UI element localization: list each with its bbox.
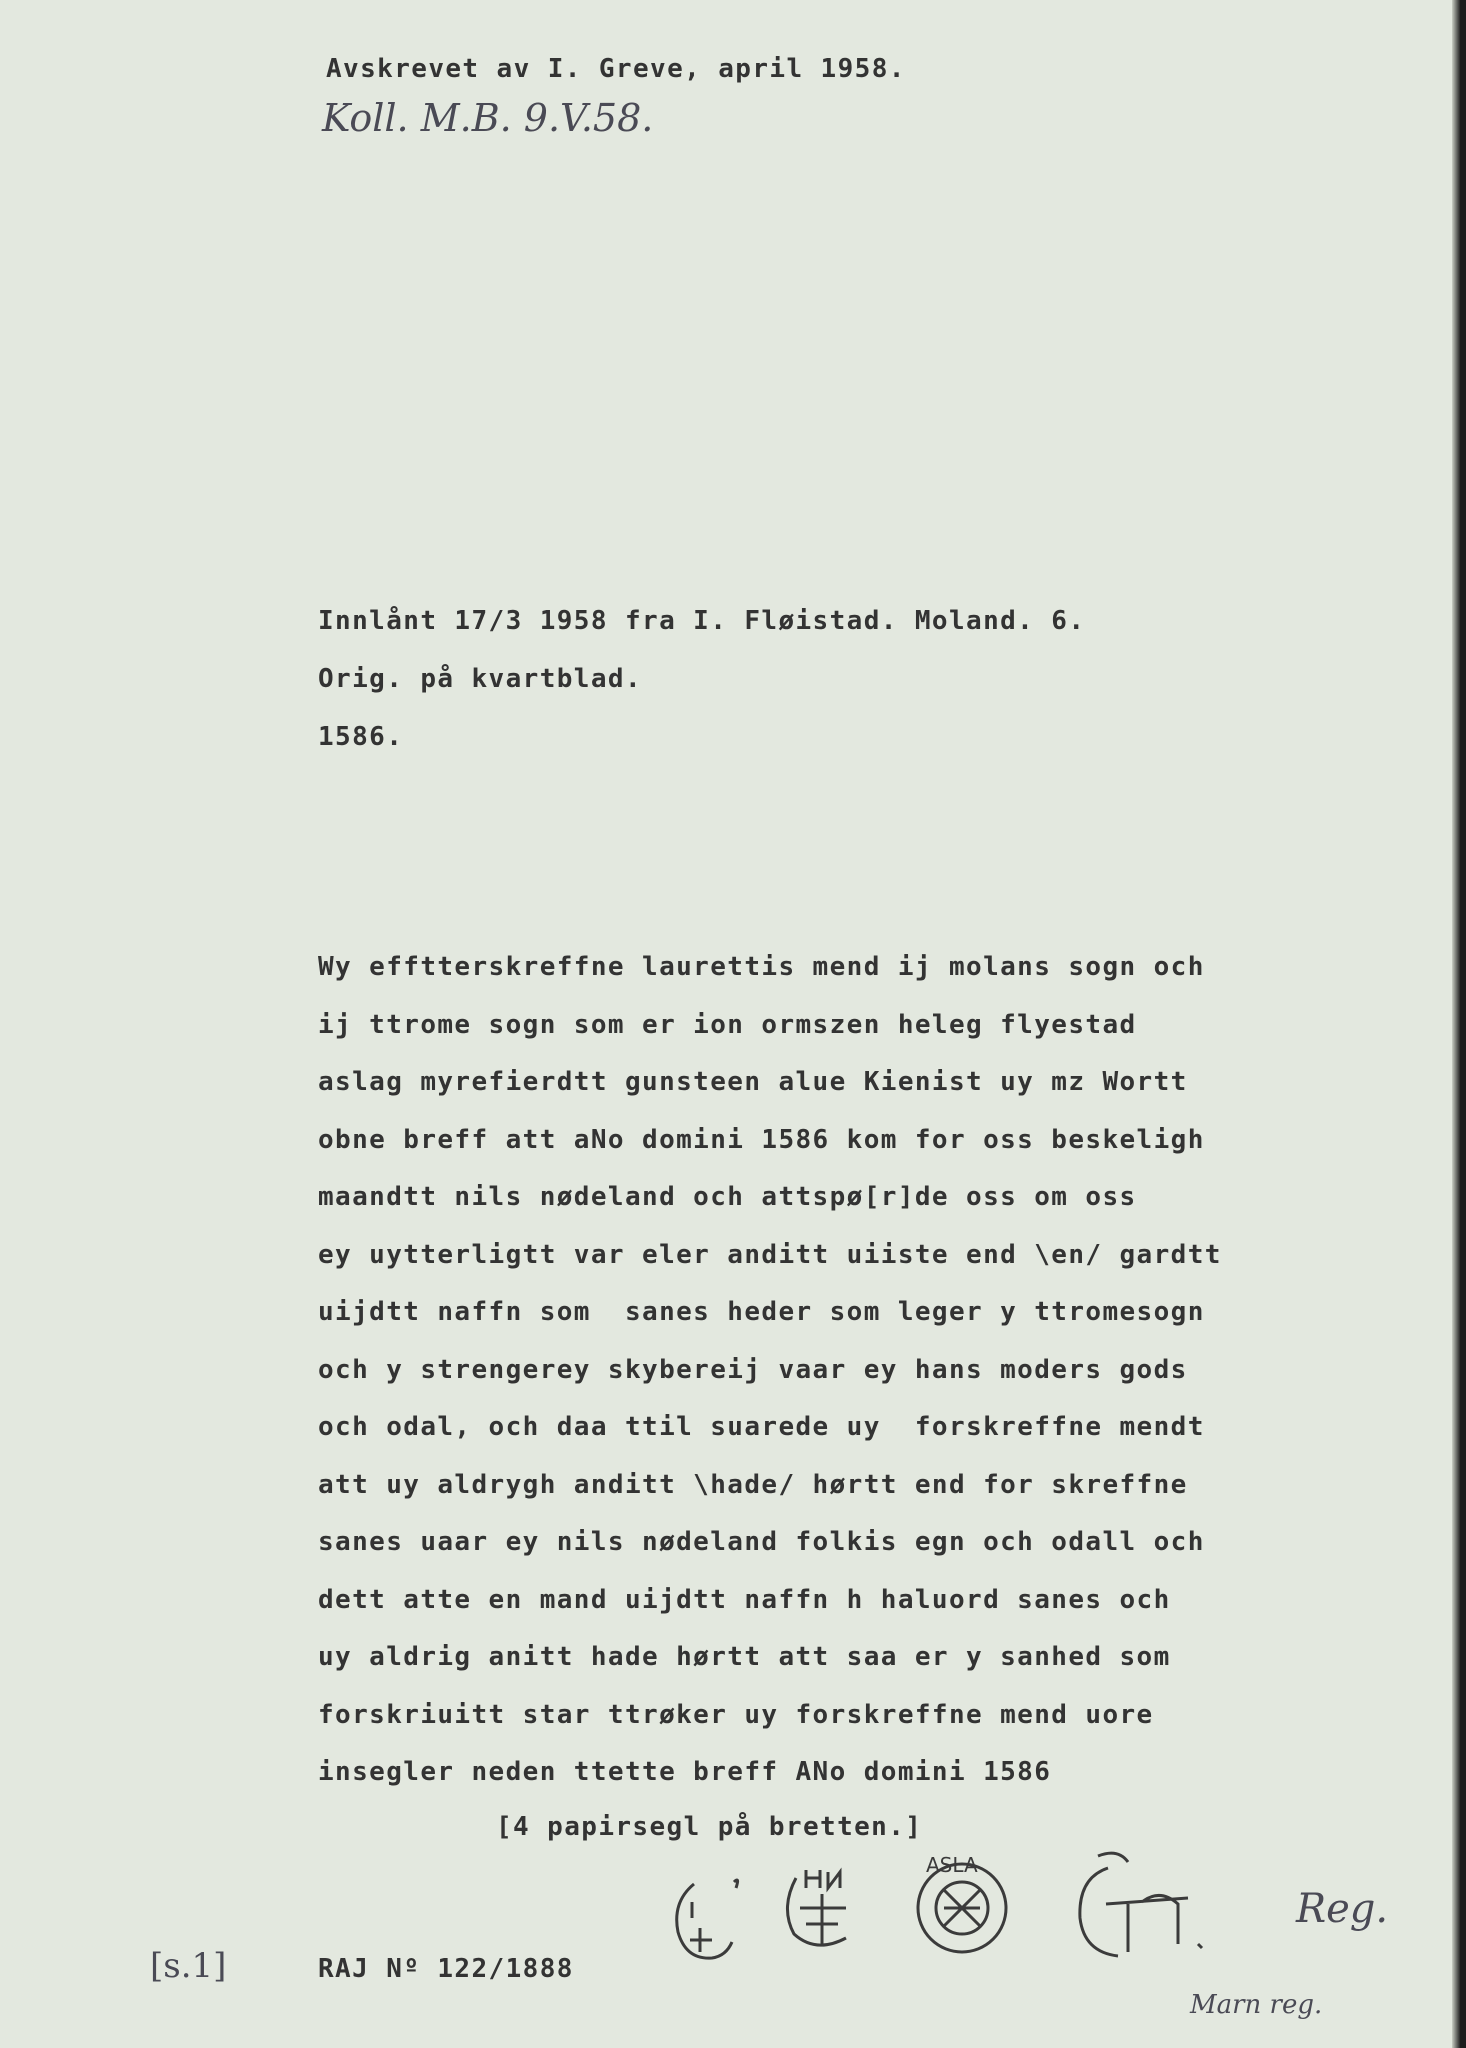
transcription-note: Avskrevet av I. Greve, april 1958. <box>326 54 906 84</box>
letter-line: och y strengerey skybereij vaar ey hans moders gods <box>318 1354 1188 1385</box>
letter-line: Wy efftterskreffne laurettis mend ij molans sogn och <box>318 952 1205 982</box>
handwritten-check-note: Koll. M.B. 9.V.58. <box>322 96 654 140</box>
letter-line: uijdtt naffn som sanes heder som leger y ttromesogn <box>318 1297 1205 1327</box>
letter-line: sanes uaar ey nils nødeland folkis egn och odall och <box>318 1527 1205 1557</box>
letter-line: maandtt nils nødeland och attspø[r]de oss om oss <box>318 1182 1137 1212</box>
seal-1-icon <box>664 1872 744 1976</box>
seal-4-icon <box>1068 1848 1208 1972</box>
page-mark: [s.1] <box>150 1946 227 1986</box>
year-line: 1586. <box>318 722 404 752</box>
letter-line: dett atte en mand uijdtt naffn h haluord sanes och <box>318 1584 1171 1615</box>
letter-line: uy aldrig anitt hade hørtt att saa er y sanhed som <box>318 1642 1171 1672</box>
letter-line: och odal, och daa ttil suarede uy forskreffne mendt <box>318 1412 1205 1442</box>
original-note: Orig. på kvartblad. <box>318 664 643 694</box>
marn-reg-note: Marn reg. <box>1190 1990 1323 2020</box>
loan-note: Innlånt 17/3 1958 fra I. Fløistad. Moland. 6. <box>318 606 1086 636</box>
letter-line: aslag myrefierdtt gunsteen alue Kienist uy mz Wortt <box>318 1067 1188 1097</box>
letter-line: ey uytterligtt var eler anditt uiiste end \en/ gardtt <box>318 1239 1222 1270</box>
reg-note: Reg. <box>1296 1886 1389 1932</box>
letter-line: att uy aldrygh anditt \hade/ hørtt end for skreffne <box>318 1469 1188 1500</box>
page-edge <box>1452 0 1466 2048</box>
svg-text:ASLA: ASLA <box>926 1853 978 1877</box>
seals-note: [4 papirsegl på bretten.] <box>496 1812 923 1842</box>
seal-3-icon <box>910 1846 1020 1970</box>
letter-line: forskriuitt star ttrøker uy forskreffne mend uore <box>318 1699 1154 1730</box>
archive-reference: RAJ Nº 122/1888 <box>318 1954 574 1984</box>
letter-line: obne breff att aNo domini 1586 kom for oss beskeligh <box>318 1124 1205 1155</box>
seal-2-icon <box>776 1858 866 1962</box>
letter-line: insegler neden ttette breff ANo domini 1586 <box>318 1757 1052 1787</box>
letter-line: ij ttrome sogn som er ion ormszen heleg flyestad <box>318 1009 1137 1040</box>
